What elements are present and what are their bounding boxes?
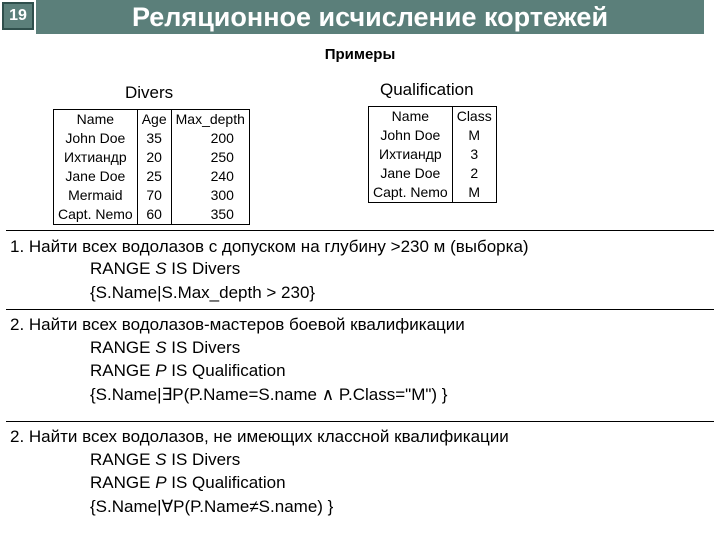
table-row [54,129,250,148]
example-1-formula: {S.Name|S.Max_depth > 230} [90,283,316,302]
column-header: Name [54,110,138,130]
example-2-range-s: RANGE S IS Divers [90,338,241,357]
cell: 70 [137,186,171,205]
cell: Capt. Nemo [369,183,453,203]
divider [6,309,714,310]
cell: 35 [137,129,171,148]
cell: John Doe [369,126,453,145]
column-header: Max_depth [175,111,245,127]
cell: 3 [470,146,479,162]
cell: Ихтиандр [54,148,138,167]
qualification-table [368,106,497,203]
table-row [369,145,497,164]
table-row [369,183,497,203]
cell: 25 [137,167,171,186]
cell: M [468,127,481,143]
cell: 240 [210,168,234,184]
example-2-title: 2. Найти всех водолазов-мастеров боевой квалификации [10,315,465,334]
cell: 60 [137,205,171,225]
table-row [54,186,250,205]
column-header: Age [137,110,171,130]
column-header: Name [369,107,453,127]
table-row [369,126,497,145]
cell: Jane Doe [369,164,453,183]
divers-table [53,109,250,225]
table-row [369,164,497,183]
slide-header [0,0,720,34]
example-3-formula: {S.Name|∀P(P.Name≠S.name) } [90,497,334,516]
cell: John Doe [54,129,138,148]
divider [6,230,714,231]
table-header-row [54,110,250,130]
cell: M [468,184,481,200]
example-1-title: 1. Найти всех водолазов с допуском на глубину >230 м (выборка) [10,237,529,256]
slide-number: 19 [2,2,34,30]
qualification-caption: Qualification [380,80,474,99]
cell: Ихтиандр [369,145,453,164]
column-header: Class [456,108,492,124]
cell: Jane Doe [54,167,138,186]
table-header-row [369,107,497,127]
example-1-range: RANGE S IS Divers [90,259,241,278]
example-3-title: 2. Найти всех водолазов, не имеющих классной квалификации [10,427,509,446]
subtitle: Примеры [324,46,396,63]
example-2-formula: {S.Name|∃P(P.Name=S.name ∧ P.Class="M") } [90,385,448,404]
example-3-range-p: RANGE P IS Qualification [90,473,286,492]
cell: 300 [210,187,234,203]
table-row [54,148,250,167]
table-row [54,205,250,225]
example-2-range-p: RANGE P IS Qualification [90,361,286,380]
divers-caption: Divers [125,83,174,102]
slide-title: Реляционное исчисление кортежей [131,2,609,32]
cell: 350 [210,206,234,222]
cell: Mermaid [54,186,138,205]
divider [6,421,714,422]
cell: 250 [210,149,234,165]
example-3-range-s: RANGE S IS Divers [90,450,241,469]
cell: 2 [470,165,479,181]
cell: 20 [137,148,171,167]
cell: Capt. Nemo [54,205,138,225]
cell: 200 [210,130,234,146]
table-row [54,167,250,186]
